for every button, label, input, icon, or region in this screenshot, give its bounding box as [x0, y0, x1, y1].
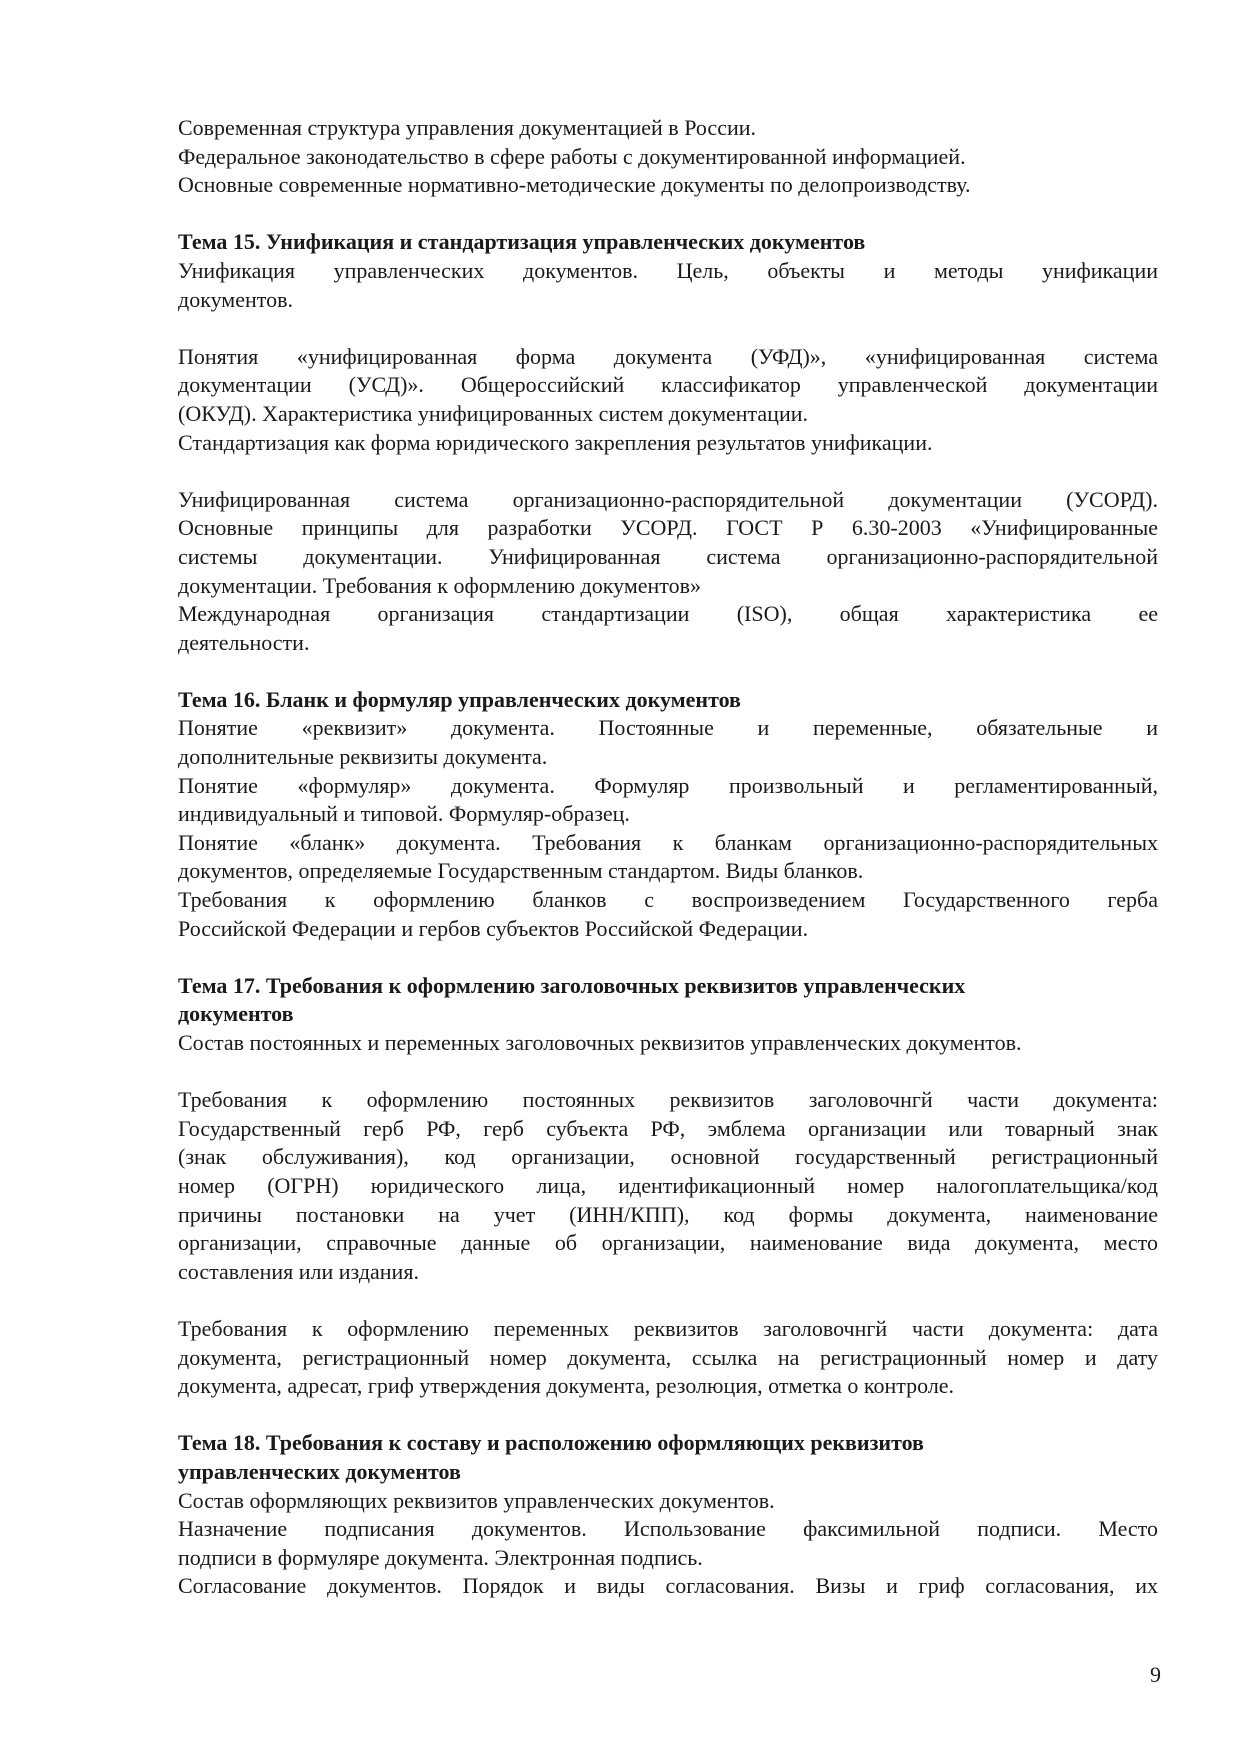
paragraph-gap	[178, 1401, 1158, 1430]
paragraph-line: индивидуальный и типовой. Формуляр-образец.	[178, 801, 630, 827]
topic-17-heading: Тема 17. Требования к оформлению заголовочных реквизитов управленческих	[178, 972, 966, 998]
paragraph-line: Требования к оформлению переменных реквизитов заголовочнгй части документа: дата	[178, 1315, 1158, 1341]
paragraph-line: Требования к оформлению постоянных реквизитов заголовочнгй части документа:	[178, 1087, 1158, 1113]
topic-18-heading: Тема 18. Требования к составу и расположению оформляющих реквизитов	[178, 1430, 924, 1456]
paragraph-line: Международная организация стандартизации (ISO), общая характеристика ее	[178, 601, 1158, 627]
paragraph-gap	[178, 657, 1158, 686]
paragraph-line: Основные современные нормативно-методические документы по делопроизводству.	[178, 172, 971, 198]
paragraph-line: Состав оформляющих реквизитов управленческих документов.	[178, 1487, 775, 1513]
paragraph-line: Понятие «бланк» документа. Требования к бланкам организационно-распорядительных	[178, 829, 1158, 855]
topic-16-heading: Тема 16. Бланк и формуляр управленческих документов	[178, 686, 741, 712]
paragraph-line: документов.	[178, 286, 293, 312]
paragraph-line: Понятие «формуляр» документа. Формуляр произвольный и регламентированный,	[178, 772, 1158, 798]
paragraph-line: документа, адресат, гриф утверждения документа, резолюция, отметка о контроле.	[178, 1373, 955, 1399]
paragraph-line: дополнительные реквизиты документа.	[178, 744, 548, 770]
paragraph-line: Российской Федерации и гербов субъектов Российской Федерации.	[178, 915, 809, 941]
topic-17-heading-cont: документов	[178, 1001, 294, 1027]
topic-15-heading: Тема 15. Унификация и стандартизация управленческих документов	[178, 229, 866, 255]
paragraph-line: Согласование документов. Порядок и виды согласования. Визы и гриф согласования, их	[178, 1573, 1158, 1599]
topic-18-heading-cont: управленческих документов	[178, 1458, 461, 1484]
paragraph-line: Понятия «унифицированная форма документа (УФД)», «унифицированная система	[178, 343, 1158, 369]
paragraph-line: Государственный герб РФ, герб субъекта РФ, эмблема организации или товарный знак	[178, 1115, 1158, 1141]
paragraph-line: системы документации. Унифицированная система организационно-распорядительной	[178, 543, 1158, 569]
paragraph-gap	[178, 1286, 1158, 1315]
paragraph-line: номер (ОГРН) юридического лица, идентификационный номер налогоплательщика/код	[178, 1172, 1158, 1198]
paragraph-line: документа, регистрационный номер документа, ссылка на регистрационный номер и дату	[178, 1344, 1158, 1370]
paragraph-line: причины постановки на учет (ИНН/КПП), код формы документа, наименование	[178, 1201, 1158, 1227]
paragraph-gap	[178, 457, 1158, 486]
paragraph-line: документации. Требования к оформлению документов»	[178, 572, 702, 598]
paragraph-line: подписи в формуляре документа. Электронная подпись.	[178, 1544, 703, 1570]
paragraph-gap	[178, 1058, 1158, 1087]
paragraph-line: Состав постоянных и переменных заголовочных реквизитов управленческих документов.	[178, 1030, 1022, 1055]
paragraph-gap	[178, 200, 1158, 229]
paragraph-line: составления или издания.	[178, 1258, 419, 1284]
paragraph-line: деятельности.	[178, 629, 310, 655]
paragraph-line: Федеральное законодательство в сфере работы с документированной информацией.	[178, 143, 966, 169]
paragraph-line: документации (УСД)». Общероссийский классификатор управленческой документации	[178, 372, 1158, 398]
paragraph-gap	[178, 314, 1158, 343]
paragraph-line: Современная структура управления документацией в России.	[178, 115, 757, 140]
paragraph-line: (знак обслуживания), код организации, основной государственный регистрационный	[178, 1144, 1158, 1170]
paragraph-line: Унификация управленческих документов. Цель, объекты и методы унификации	[178, 257, 1158, 283]
paragraph-line: документов, определяемые Государственным стандартом. Виды бланков.	[178, 858, 864, 884]
paragraph-line: Основные принципы для разработки УСОРД. ГОСТ Р 6.30-2003 «Унифицированные	[178, 515, 1158, 541]
paragraph-line: Стандартизация как форма юридического закрепления результатов унификации.	[178, 429, 933, 455]
page-number: 9	[1150, 1662, 1161, 1687]
paragraph-line: Требования к оформлению бланков с воспроизведением Государственного герба	[178, 887, 1158, 913]
paragraph-line: организации, справочные данные об организации, наименование вида документа, место	[178, 1230, 1158, 1256]
paragraph-line: (ОКУД). Характеристика унифицированных систем документации.	[178, 400, 808, 426]
paragraph-line: Унифицированная система организационно-распорядительной документации (УСОРД).	[178, 486, 1158, 512]
text-column	[178, 114, 1158, 1601]
paragraph-gap	[178, 943, 1158, 972]
paragraph-line: Назначение подписания документов. Использование факсимильной подписи. Место	[178, 1516, 1158, 1542]
paragraph-line: Понятие «реквизит» документа. Постоянные и переменные, обязательные и	[178, 715, 1158, 741]
